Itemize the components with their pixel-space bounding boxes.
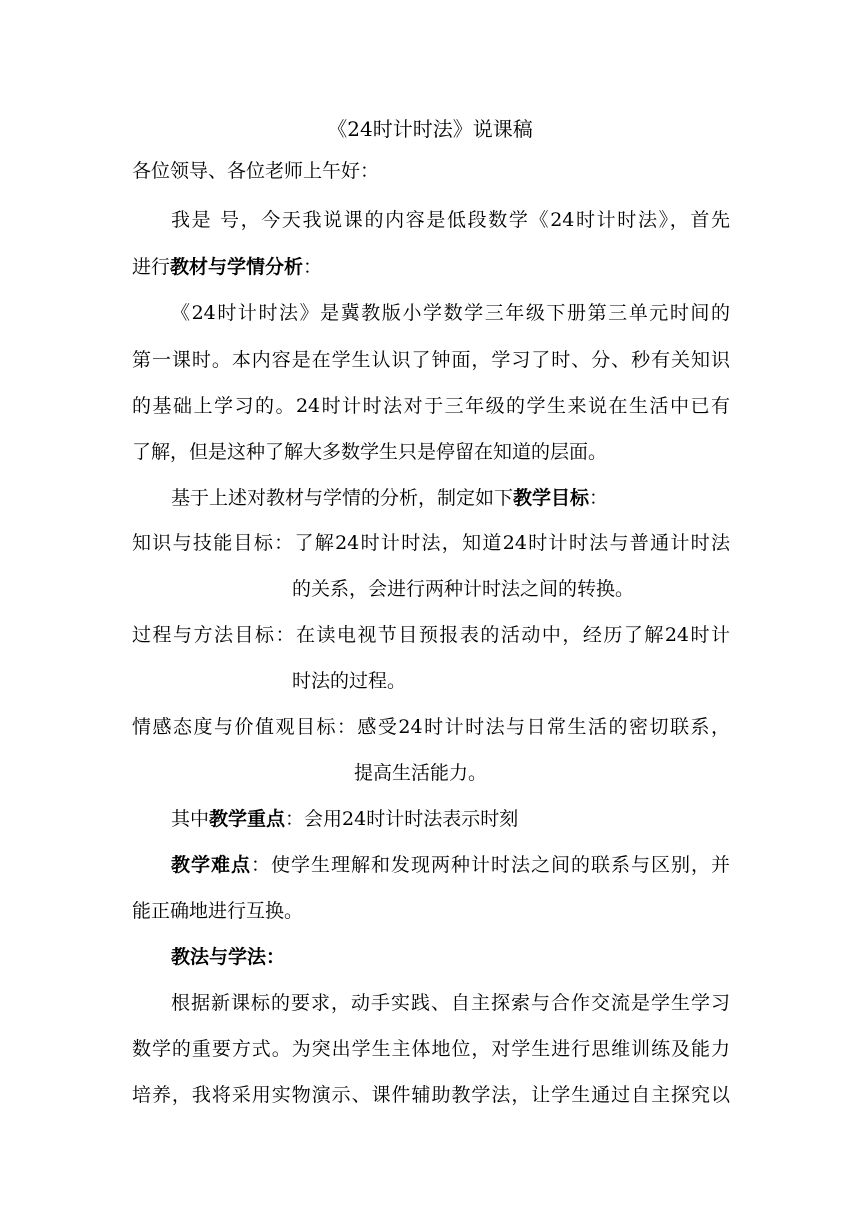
goal-emotion-line-2: 提高生活能力。 [354,762,488,784]
greeting: 各位领导、各位老师上午好： [132,160,380,182]
methods-line-2: 数学的重要方式。为突出学生主体地位，对学生进行思维训练及能力 [132,1038,730,1060]
methods-line-1: 根据新课标的要求，动手实践、自主探索与合作交流是学生学习 [171,992,730,1014]
intro-pre: 进行 [132,256,171,278]
methods-heading [171,944,285,970]
analysis-line-3: 的基础上学习的。24时计时法对于三年级的学生来说在生活中已有 [132,395,730,417]
methods-heading-text: 教法与学法： [171,946,286,968]
analysis-line-2: 第一课时。本内容是在学生认识了钟面，学习了时、分、秒有关知识 [132,349,730,371]
key-point-heading: 教学重点 [209,808,286,830]
goal-knowledge-line-2: 的关系，会进行两种计时法之间的转换。 [292,578,635,600]
difficulty-heading: 教学难点 [171,854,251,876]
goals-intro [171,485,608,511]
goals-intro-pre: 基于上述对教材与学情的分析，制定如下 [171,487,514,509]
goal-process-line-2: 时法的过程。 [292,670,407,692]
intro-post: ： [303,256,323,278]
difficulty-line-2: 能正确地进行互换。 [132,900,304,922]
intro-line-1: 我是 号，今天我说课的内容是低段数学《24时计时法》，首先 [171,209,730,231]
goal-knowledge-line-1: 知识与技能目标：了解24时计时法，知道24时计时法与普通计时法 [132,532,730,554]
intro-line-2 [132,254,322,280]
goals-intro-post: ： [589,487,609,509]
document-title: 《24时计时法》说课稿 [327,117,533,141]
methods-line-3: 培养，我将采用实物演示、课件辅助教学法，让学生通过自主探究以 [132,1084,730,1106]
key-point-text: ：会用24时计时法表示时刻 [285,808,519,830]
difficulty-text: ：使学生理解和发现两种计时法之间的联系与区别，并 [251,854,730,876]
analysis-line-1: 《24时计时法》是冀教版小学数学三年级下册第三单元时间的 [171,302,730,324]
difficulty-line-1 [171,852,730,878]
analysis-heading: 教材与学情分析 [170,256,304,278]
analysis-line-4: 了解，但是这种了解大多数学生只是停留在知道的层面。 [132,441,608,463]
goal-process-line-1: 过程与方法目标：在读电视节目预报表的活动中，经历了解24时计 [132,624,730,646]
goals-heading: 教学目标 [513,487,590,509]
goal-emotion-line-1: 情感态度与价值观目标：感受24时计时法与日常生活的密切联系， [132,716,730,738]
key-point-pre: 其中 [171,808,210,830]
key-point [171,806,518,832]
